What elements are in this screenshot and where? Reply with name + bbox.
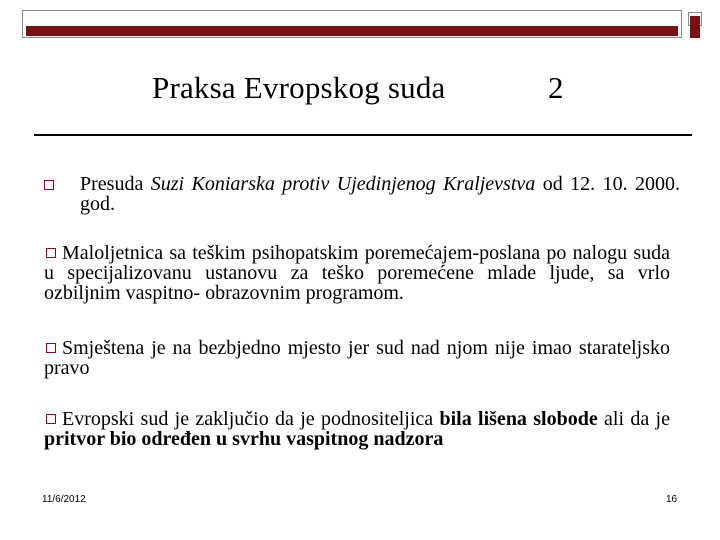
- hollow-square-bullet-icon: [46, 343, 56, 353]
- paragraph-placement: [44, 338, 670, 378]
- header-decor-band: [26, 26, 678, 36]
- paragraph-case-intro: Presuda: [80, 173, 151, 195]
- paragraph-conclusion-bold2: pritvor bio određen u svrhu vaspitnog nadzora: [44, 428, 444, 450]
- paragraph-placement-text: Smještena je na bezbjedno mjesto jer sud nad njom nije imao starateljsko pravo: [44, 337, 670, 379]
- paragraph-minor: [44, 243, 670, 303]
- hollow-square-bullet-icon: [44, 180, 54, 190]
- footer-date: 11/6/2012: [42, 494, 86, 505]
- footer-page-number: 16: [666, 494, 678, 505]
- hollow-square-bullet-icon: [46, 414, 56, 424]
- header-decor-square-fill: [690, 16, 700, 38]
- paragraph-case: [80, 174, 680, 214]
- slide-title: Praksa Evropskog suda: [152, 70, 446, 105]
- slide-title-number: 2: [548, 70, 564, 105]
- hollow-square-bullet-icon: [46, 248, 56, 258]
- paragraph-conclusion: [44, 409, 670, 449]
- paragraph-conclusion-bold1: bila lišena slobode: [439, 408, 598, 430]
- paragraph-conclusion-mid: ali da je: [597, 408, 670, 430]
- header-decor-bar: [22, 10, 682, 38]
- paragraph-case-rest: od 12. 10. 2000. god.: [80, 173, 681, 215]
- paragraph-minor-text: Maloljetnica sa teškim psihopatskim poremećajem-poslana po nalogu suda u specijalizovanu ustanovu za teško poremećene mlade ljude, sa vrlo ozbiljnim vaspitno- obrazovnim programom.: [44, 242, 670, 304]
- paragraph-conclusion-intro: Evropski sud je zaključio da je podnositeljica: [62, 408, 440, 430]
- title-divider: [34, 134, 692, 136]
- case-name: Suzi Koniarska protiv Ujedinjenog Kraljevstva: [150, 173, 536, 195]
